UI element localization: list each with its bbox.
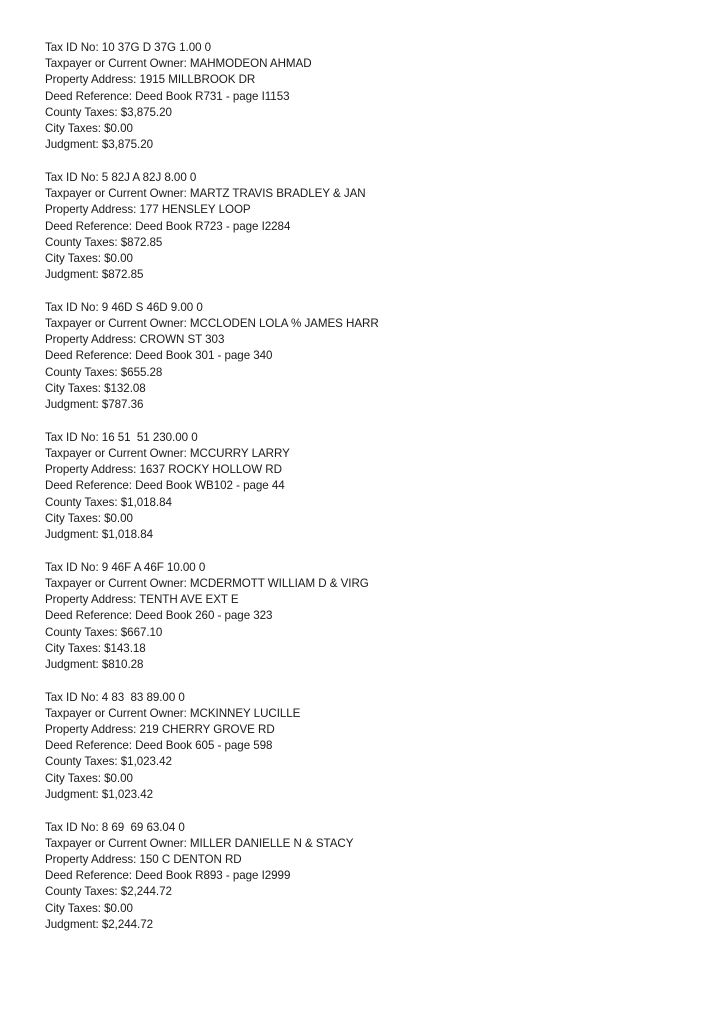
deed-reference-line: Deed Reference: Deed Book R723 - page I2284 xyxy=(45,219,291,233)
tax-record xyxy=(45,560,685,673)
county-taxes-line: County Taxes: $1,023.42 xyxy=(45,755,172,769)
city-taxes-line: City Taxes: $0.00 xyxy=(45,901,133,915)
judgment-line: Judgment: $2,244.72 xyxy=(45,917,153,931)
owner-line: Taxpayer or Current Owner: MAHMODEON AHMAD xyxy=(45,57,312,71)
judgment-line: Judgment: $1,018.84 xyxy=(45,527,153,541)
judgment-line: Judgment: $1,023.42 xyxy=(45,787,153,801)
owner-line: Taxpayer or Current Owner: MCKINNEY LUCILLE xyxy=(45,706,301,720)
county-taxes-line: County Taxes: $1,018.84 xyxy=(45,495,172,509)
property-address-line: Property Address: 1915 MILLBROOK DR xyxy=(45,73,256,87)
property-address-line: Property Address: CROWN ST 303 xyxy=(45,333,225,347)
city-taxes-line: City Taxes: $0.00 xyxy=(45,251,133,265)
judgment-line: Judgment: $810.28 xyxy=(45,657,144,671)
city-taxes-line: City Taxes: $0.00 xyxy=(45,511,133,525)
county-taxes-line: County Taxes: $655.28 xyxy=(45,365,163,379)
judgment-line: Judgment: $3,875.20 xyxy=(45,138,153,152)
owner-line: Taxpayer or Current Owner: MCCURRY LARRY xyxy=(45,446,290,460)
tax-id-line: Tax ID No: 5 82J A 82J 8.00 0 xyxy=(45,170,197,184)
county-taxes-line: County Taxes: $2,244.72 xyxy=(45,885,172,899)
owner-line: Taxpayer or Current Owner: MCCLODEN LOLA % JAMES HARR xyxy=(45,317,379,331)
judgment-line: Judgment: $787.36 xyxy=(45,398,144,412)
tax-record xyxy=(45,820,685,933)
owner-line: Taxpayer or Current Owner: MARTZ TRAVIS BRADLEY & JAN xyxy=(45,187,366,201)
deed-reference-line: Deed Reference: Deed Book WB102 - page 44 xyxy=(45,479,285,493)
deed-reference-line: Deed Reference: Deed Book 605 - page 598 xyxy=(45,739,273,753)
city-taxes-line: City Taxes: $132.08 xyxy=(45,381,146,395)
tax-id-line: Tax ID No: 16 51 51 230.00 0 xyxy=(45,430,198,444)
judgment-line: Judgment: $872.85 xyxy=(45,268,144,282)
tax-record xyxy=(45,430,685,543)
tax-id-line: Tax ID No: 4 83 83 89.00 0 xyxy=(45,690,185,704)
tax-listing-page xyxy=(45,40,685,949)
property-address-line: Property Address: TENTH AVE EXT E xyxy=(45,593,239,607)
tax-record xyxy=(45,170,685,283)
property-address-line: Property Address: 150 C DENTON RD xyxy=(45,852,242,866)
deed-reference-line: Deed Reference: Deed Book R731 - page I1153 xyxy=(45,89,290,103)
county-taxes-line: County Taxes: $667.10 xyxy=(45,625,163,639)
owner-line: Taxpayer or Current Owner: MCDERMOTT WILLIAM D & VIRG xyxy=(45,576,369,590)
owner-line: Taxpayer or Current Owner: MILLER DANIELLE N & STACY xyxy=(45,836,354,850)
property-address-line: Property Address: 219 CHERRY GROVE RD xyxy=(45,723,275,737)
deed-reference-line: Deed Reference: Deed Book 301 - page 340 xyxy=(45,349,273,363)
tax-id-line: Tax ID No: 9 46F A 46F 10.00 0 xyxy=(45,560,206,574)
tax-record xyxy=(45,40,685,153)
county-taxes-line: County Taxes: $872.85 xyxy=(45,235,163,249)
tax-record xyxy=(45,690,685,803)
property-address-line: Property Address: 177 HENSLEY LOOP xyxy=(45,203,251,217)
tax-id-line: Tax ID No: 10 37G D 37G 1.00 0 xyxy=(45,41,212,54)
tax-id-line: Tax ID No: 9 46D S 46D 9.00 0 xyxy=(45,300,203,314)
city-taxes-line: City Taxes: $0.00 xyxy=(45,771,133,785)
city-taxes-line: City Taxes: $0.00 xyxy=(45,122,133,136)
deed-reference-line: Deed Reference: Deed Book R893 - page I2999 xyxy=(45,869,291,883)
tax-record xyxy=(45,300,685,413)
county-taxes-line: County Taxes: $3,875.20 xyxy=(45,105,172,119)
city-taxes-line: City Taxes: $143.18 xyxy=(45,641,146,655)
deed-reference-line: Deed Reference: Deed Book 260 - page 323 xyxy=(45,609,273,623)
tax-id-line: Tax ID No: 8 69 69 63.04 0 xyxy=(45,820,185,834)
property-address-line: Property Address: 1637 ROCKY HOLLOW RD xyxy=(45,463,282,477)
